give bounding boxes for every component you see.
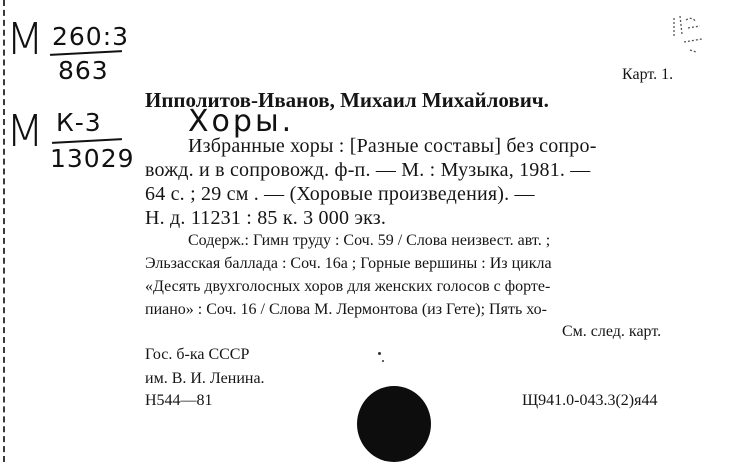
- author-heading: Ипполитов-Иванов, Михаил Михайлович.: [145, 88, 549, 112]
- description-line: 64 с. ; 29 см . — (Хоровые произведения). —: [145, 183, 535, 205]
- punch-hole: [357, 386, 431, 462]
- shelf-mark-letter-1: М: [6, 14, 44, 65]
- library-line: им. В. И. Ленина.: [145, 370, 265, 387]
- pencil-scribble-mark: [668, 8, 708, 58]
- contents-line: пиано» : Соч. 16 / Слова М. Лермонтова (из Гете); Пять хо-: [145, 301, 547, 318]
- continuation-note: См. след. карт.: [562, 323, 662, 340]
- shelf-mark-top-2: К-3: [56, 108, 102, 137]
- description-line: вожд. и в сопровожд. ф-п. — М. : Музыка, 1981. —: [145, 159, 591, 181]
- classification-index: Щ941.0-043.3(2)я44: [522, 392, 658, 409]
- shelf-mark-bottom-1: 863: [58, 56, 109, 85]
- shelf-mark-bottom-2: 13029: [50, 144, 135, 173]
- shelf-mark-top-1: 260:3: [52, 22, 130, 51]
- contents-line: «Десять двухголосных хоров для женских голосов с форте-: [145, 278, 551, 295]
- contents-line: Эльзасская баллада : Соч. 16а ; Горные вершины : Из цикла: [145, 255, 552, 272]
- ink-speck: [378, 352, 381, 355]
- library-line: Гос. б-ка СССР: [145, 346, 250, 363]
- handwritten-title: Хоры.: [188, 104, 295, 139]
- description-line: Избранные хоры : [Разные составы] без сопро-: [188, 135, 597, 157]
- library-code: Н544—81: [145, 392, 213, 409]
- description-line: Н. д. 11231 : 85 к. 3 000 экз.: [145, 207, 387, 229]
- perforated-edge: [3, 0, 5, 462]
- ink-speck: [382, 360, 384, 362]
- contents-line: Содерж.: Гимн труду : Соч. 59 / Слова неизвест. авт. ;: [188, 232, 551, 249]
- card-number: Карт. 1.: [622, 66, 674, 83]
- shelf-mark-letter-2: М: [6, 106, 44, 157]
- shelf-mark-rule-2: [52, 138, 122, 144]
